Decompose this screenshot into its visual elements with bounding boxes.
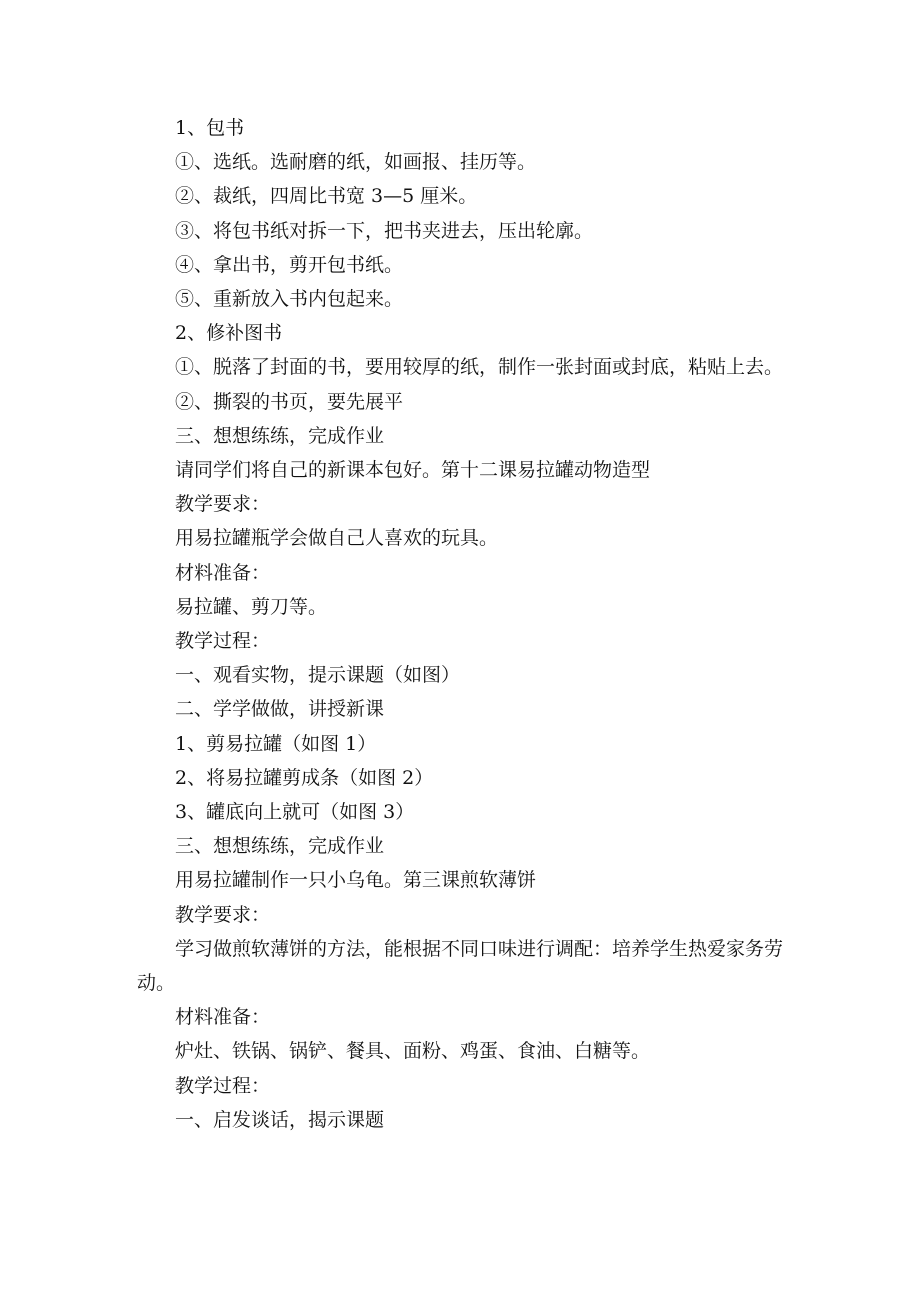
- paragraph: 2、将易拉罐剪成条（如图 2）: [175, 766, 434, 789]
- paragraph: 易拉罐、剪刀等。: [175, 595, 328, 618]
- paragraph: ①、选纸。选耐磨的纸，如画报、挂历等。: [175, 151, 537, 174]
- paragraph: ②、裁纸，四周比书宽 3—5 厘米。: [175, 185, 478, 208]
- section-heading: 教学过程：: [175, 1074, 271, 1097]
- paragraph: 炉灶、铁锅、锅铲、餐具、面粉、鸡蛋、食油、白糖等。: [175, 1040, 651, 1063]
- section-heading: 2、修补图书: [175, 322, 283, 345]
- paragraph: 一、观看实物，提示课题（如图）: [175, 664, 461, 687]
- section-heading: 1、包书: [175, 117, 245, 139]
- paragraph: 二、学学做做，讲授新课: [175, 698, 385, 721]
- paragraph: 学习做煎软薄饼的方法，能根据不同口味进行调配：培养学生热爱家务劳动。: [137, 937, 784, 995]
- section-heading: 教学过程：: [175, 630, 271, 653]
- paragraph: 1、剪易拉罐（如图 1）: [175, 732, 377, 755]
- paragraph: ②、撕裂的书页，要先展平: [175, 390, 404, 413]
- paragraph: 请同学们将自己的新课本包好。第十二课易拉罐动物造型: [175, 459, 651, 482]
- paragraph: ①、脱落了封面的书，要用较厚的纸，制作一张封面或封底，粘贴上去。: [175, 356, 784, 379]
- section-heading: 教学要求：: [175, 493, 271, 516]
- paragraph: ⑤、重新放入书内包起来。: [175, 288, 404, 311]
- paragraph: 3、罐底向上就可（如图 3）: [175, 801, 415, 824]
- paragraph: 一、启发谈话，揭示课题: [175, 1108, 385, 1131]
- paragraph: ③、将包书纸对拆一下，把书夹进去，压出轮廓。: [175, 219, 594, 242]
- section-heading: 材料准备：: [175, 1006, 271, 1029]
- section-heading: 三、想想练练，完成作业: [175, 424, 385, 447]
- section-heading: 教学要求：: [175, 903, 271, 926]
- paragraph: 用易拉罐瓶学会做自己人喜欢的玩具。: [175, 527, 499, 550]
- section-heading: 三、想想练练，完成作业: [175, 835, 385, 858]
- paragraph: ④、拿出书，剪开包书纸。: [175, 253, 404, 276]
- section-heading: 材料准备：: [175, 561, 271, 584]
- paragraph: 用易拉罐制作一只小乌龟。第三课煎软薄饼: [175, 869, 537, 892]
- document-body: [137, 111, 792, 1137]
